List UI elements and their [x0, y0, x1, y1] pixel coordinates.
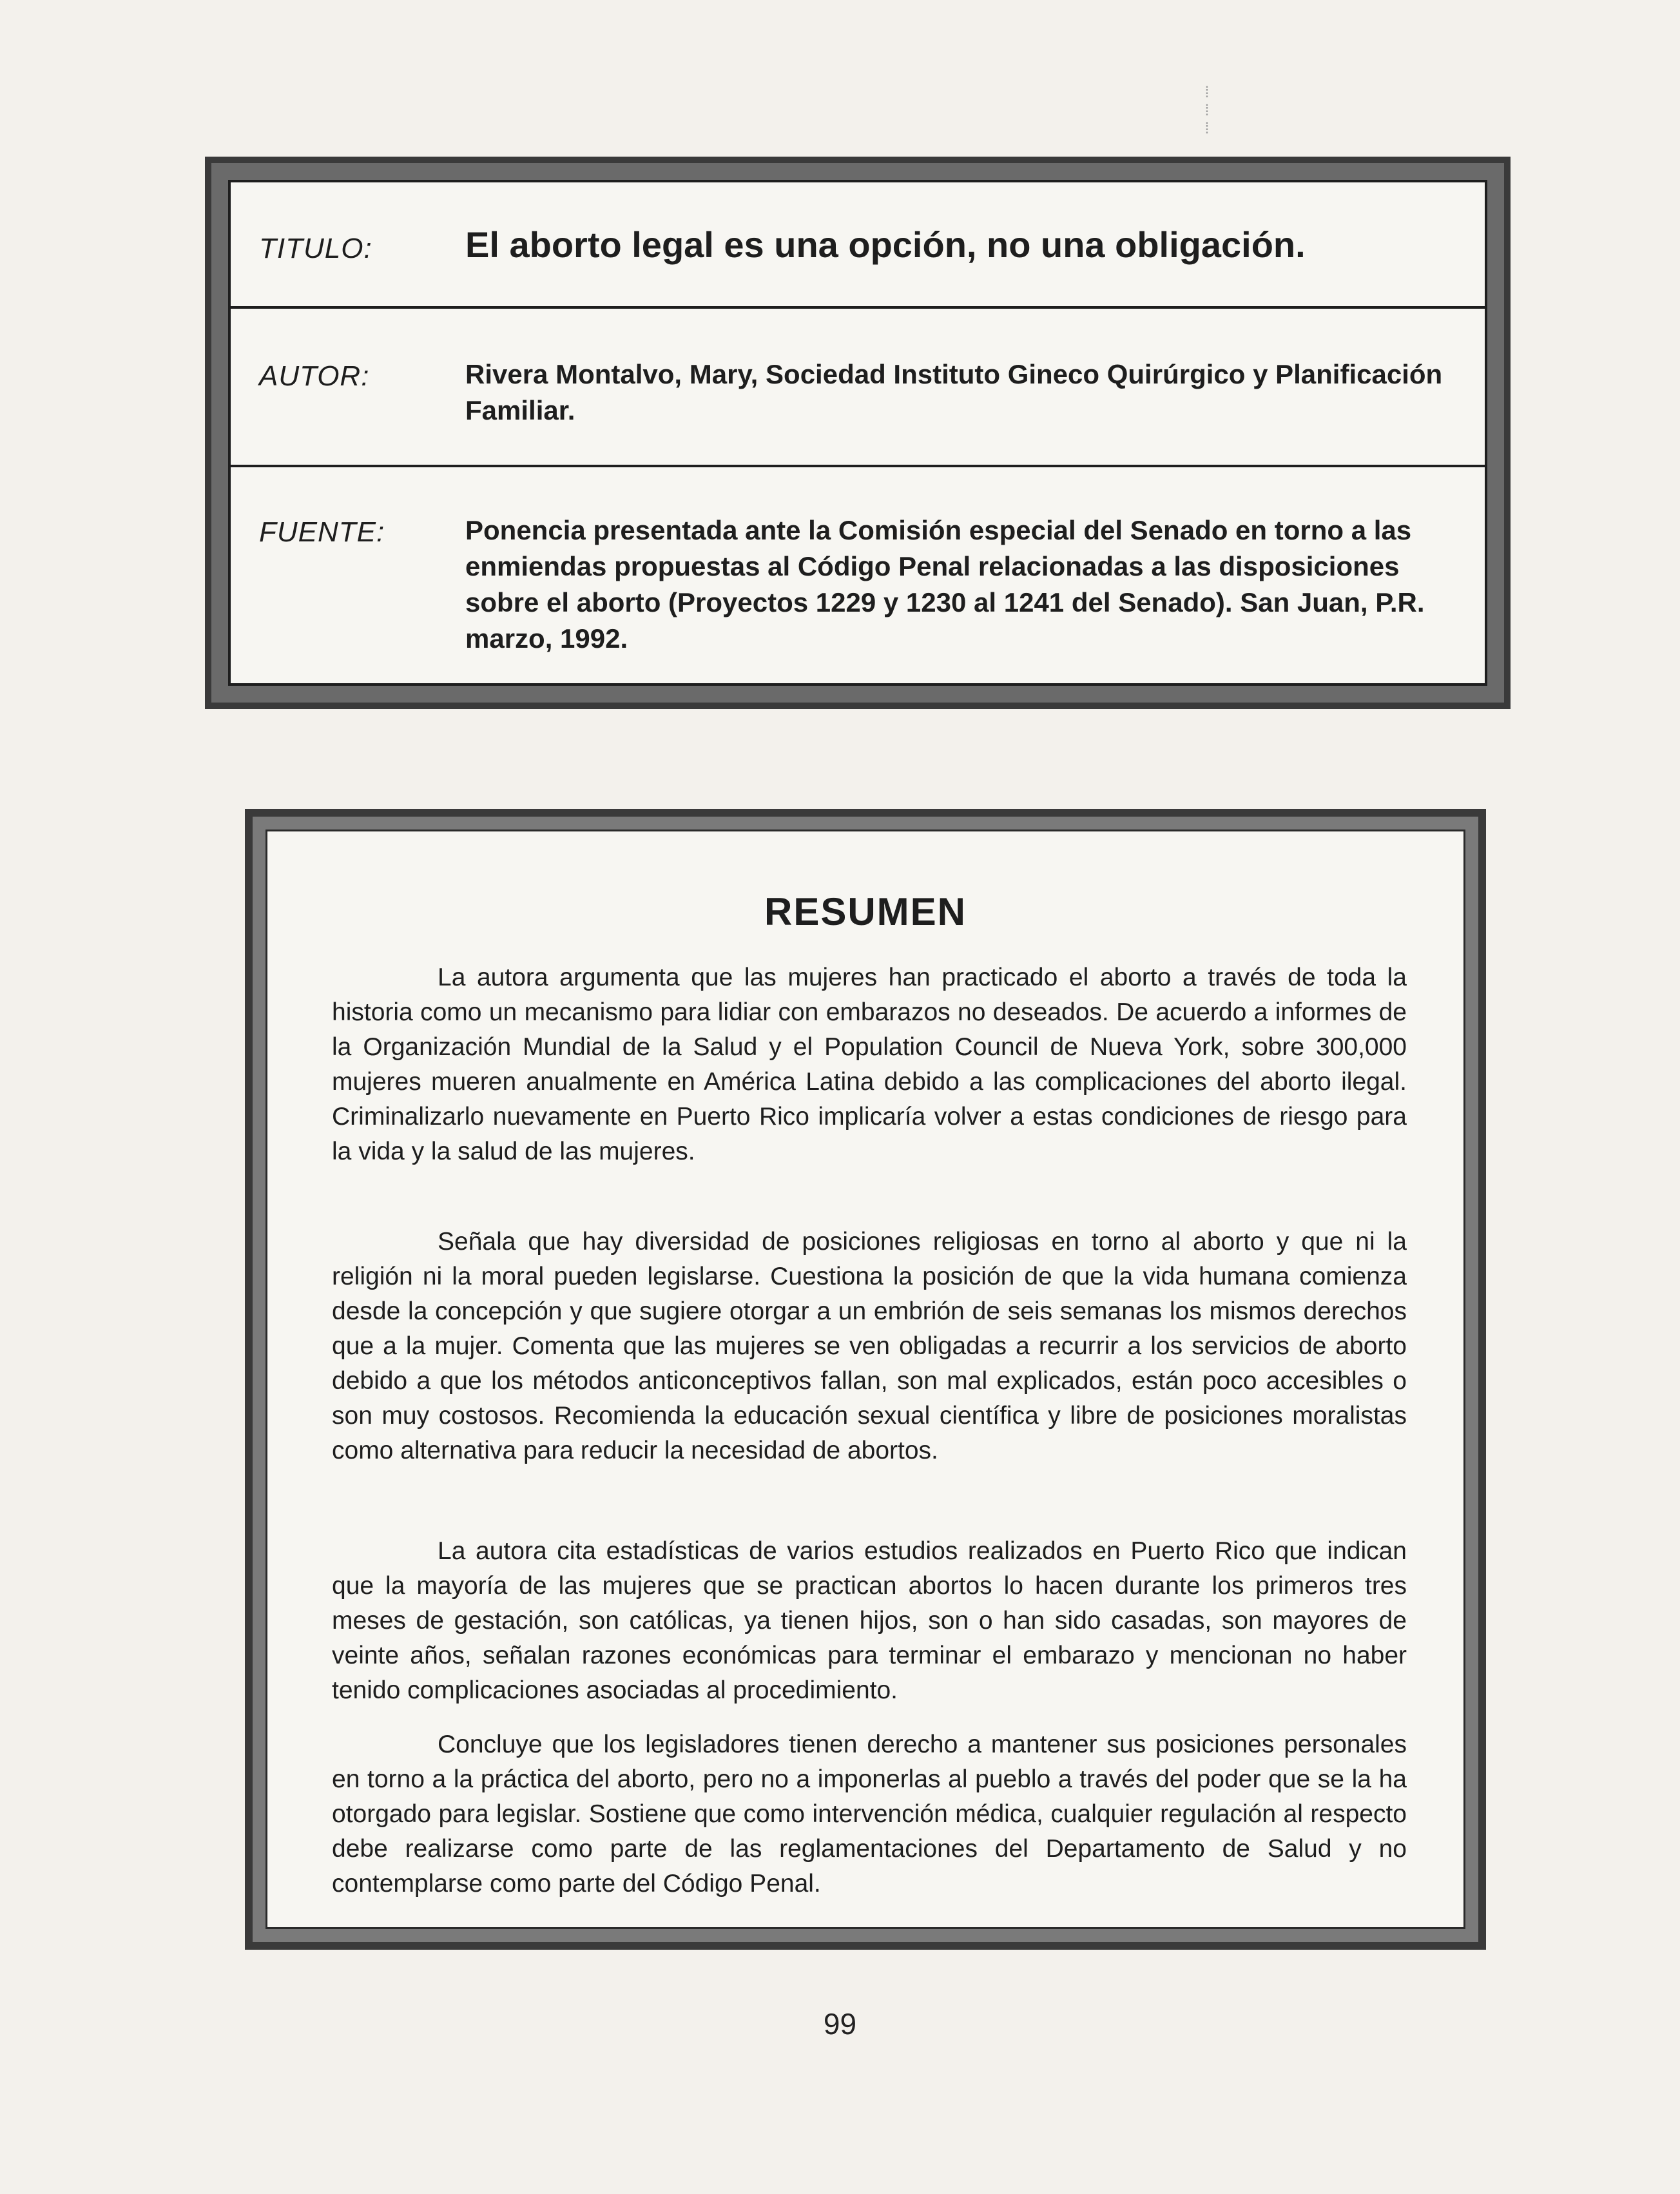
titulo-label: TITULO: — [259, 233, 372, 264]
autor-label: AUTOR: — [259, 360, 370, 392]
record-header-inner — [228, 180, 1487, 686]
summary-title: RESUMEN — [764, 890, 967, 933]
autor-value: Rivera Montalvo, Mary, Sociedad Instituto Gineco Quirúrgico y Planificación Familiar. — [465, 359, 1443, 425]
scan-artifact: ⁞ ⁞ ⁞ — [1204, 84, 1210, 137]
fuente-value: Ponencia presentada ante la Comisión especial del Senado en torno a las enmiendas propuestas al Código Penal relacionadas a las disposiciones sobre el aborto (Proyectos 1229 y 1230 al 1241 del Senado). San Juan, P.R. marzo, 1992. — [465, 515, 1425, 654]
summary-paragraph: Señala que hay diversidad de posiciones religiosas en torno al aborto y que ni la religión ni la moral pueden legislarse. Cuestiona la posición de que la vida humana comienza desde la concepción y que sugiere otorgar a un embrión de seis semanas los mismos derechos que a la mujer. Comenta que las mujeres se ven obligadas a recurrir a los servicios de aborto debido a que los métodos anticonceptivos fallan, son mal explicados, están poco accesibles o son muy costosos. Recomienda la educación sexual científica y libre de posiciones moralistas como alternativa para reducir la necesidad de abortos. — [332, 1228, 1407, 1464]
titulo-row — [231, 182, 1485, 309]
titulo-value: El aborto legal es una opción, no una obligación. — [465, 224, 1306, 265]
summary-paragraph: La autora cita estadísticas de varios estudios realizados en Puerto Rico que indican que la mayoría de las mujeres que se practican abortos lo hacen durante los primeros tres meses de gestación, son católicas, ya tienen hijos, son o han sido casadas, son mayores de veinte años, señalan razones económicas para terminar el embarazo y mencionan no haber tenido complicaciones asociadas al procedimiento. — [332, 1537, 1407, 1704]
summary-paragraph: La autora argumenta que las mujeres han practicado el aborto a través de toda la historia como un mecanismo para lidiar con embarazos no deseados. De acuerdo a informes de la Organización Mundial de la Salud y el Population Council de Nueva York, sobre 300,000 mujeres mueren anualmente en América Latina debido a las complicaciones del aborto ilegal. Criminalizarlo nuevamente en Puerto Rico implicaría volver a estas condiciones de riesgo para la vida y la salud de las mujeres. — [332, 964, 1407, 1165]
summary-card — [245, 809, 1486, 1950]
autor-row — [231, 309, 1485, 467]
record-header-card — [205, 157, 1511, 709]
fuente-label: FUENTE: — [259, 516, 385, 548]
summary-inner — [266, 830, 1465, 1929]
page-number: 99 — [823, 2007, 857, 2041]
summary-paragraph: Concluye que los legisladores tienen derecho a mantener sus posiciones personales en torno a la práctica del aborto, pero no a imponerlas al pueblo a través del poder que se la ha otorgado para legislar. Sostiene que como intervención médica, cualquier regulación al respecto debe realizarse como parte de las reglamentaciones del Departamento de Salud y no contemplarse como parte del Código Penal. — [332, 1731, 1407, 1898]
fuente-row — [231, 467, 1485, 683]
